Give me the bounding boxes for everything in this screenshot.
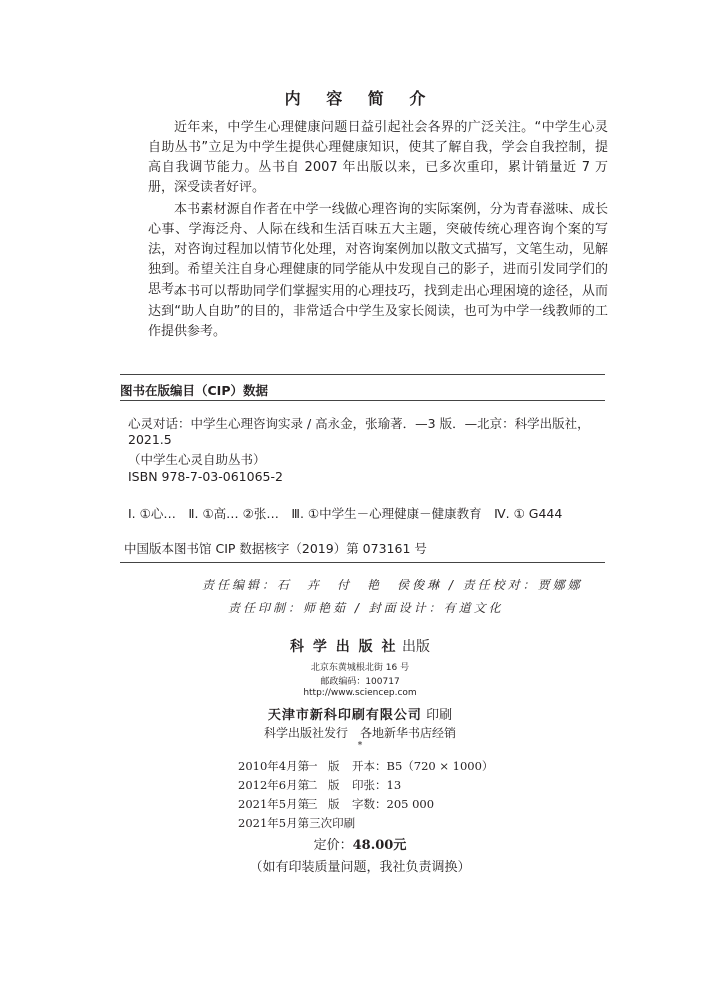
price-value: 48.00元 xyxy=(352,838,407,853)
price-line xyxy=(0,834,720,853)
price-label: 定价： xyxy=(313,838,353,853)
intro-paragraph: 近年来，中学生心理健康问题日益引起社会各界的广泛关注。“中学生心灵自助丛书”立足为中学生提供心理健康知识，使其了解自我，学会自我控制，提高自我调节能力。丛书自 2007 年出版以来，已多次重印，累计销量近 7 万册，深受读者好评。 xyxy=(148,120,608,195)
divider-rule xyxy=(120,374,605,375)
edition-kind: 版 xyxy=(328,778,340,792)
publisher-suffix: 出版 xyxy=(401,639,430,655)
divider-star: * xyxy=(357,741,363,751)
distribution-line: 科学出版社发行 各地新华书店经销 xyxy=(263,726,456,740)
edition-row xyxy=(238,796,434,812)
edition-field: 印张：13 xyxy=(352,778,402,792)
cip-series-line: （中学生心灵自助丛书） xyxy=(128,452,266,467)
credits-line-print: 责任印制：师艳茹 / 封面设计：有道文化 xyxy=(228,601,504,615)
printer-line xyxy=(0,704,720,723)
cip-record-line: 中国版本图书馆 CIP 数据核字（2019）第 073161 号 xyxy=(124,541,427,556)
edition-kind: 版 xyxy=(328,797,340,811)
cip-date-line: 2021.5 xyxy=(128,432,172,447)
edition-date: 2012年6月第 xyxy=(238,778,310,792)
edition-number: 一 xyxy=(306,759,318,773)
cip-classification-line: Ⅰ. ①心… Ⅱ. ①高… ②张… Ⅲ. ①中学生－心理健康－健康教育 Ⅳ. ① G444 xyxy=(128,506,563,521)
edition-date: 2010年4月第 xyxy=(238,759,310,773)
publisher-url: http://www.sciencep.com xyxy=(303,688,417,698)
edition-field: 字数：205 000 xyxy=(352,797,435,811)
publisher-address: 北京东黄城根北街 16 号 xyxy=(310,663,410,673)
edition-kind: 版 xyxy=(328,759,340,773)
publisher-line xyxy=(0,636,720,656)
edition-number: 三 xyxy=(306,797,318,811)
divider-rule xyxy=(120,400,605,401)
edition-number: 二 xyxy=(306,778,318,792)
divider-rule xyxy=(120,562,605,563)
edition-field: 开本：B5（720 × 1000） xyxy=(352,759,494,773)
intro-paragraph: 本书素材源自作者在中学一线做心理咨询的实际案例，分为青春滋味、成长心事、学海泛舟、人际在线和生活百味五大主题，突破传统心理咨询个案的写法，对咨询过程加以情节化处理，对咨询案例加以散文式描写，文笔生动，见解独到。希望关注自身心理健康的同学能从中发现自己的影子，进而引发同学们的思考。 xyxy=(148,202,608,297)
cip-title-line: 心灵对话：中学生心理咨询实录 / 高永金，张瑜著．—3 版．—北京：科学出版社， xyxy=(128,416,590,431)
printing-line: 2021年5月第三次印刷 xyxy=(238,816,356,830)
edition-date: 2021年5月第 xyxy=(238,797,310,811)
printer-suffix: 印刷 xyxy=(426,708,453,723)
printer-name: 天津市新科印刷有限公司 xyxy=(267,708,422,723)
publisher-name: 科 学 出 版 社 xyxy=(290,639,398,655)
publisher-postcode: 邮政编码：100717 xyxy=(320,677,400,687)
edition-row xyxy=(238,758,493,774)
edition-row xyxy=(238,777,401,793)
cip-isbn-line: ISBN 978-7-03-061065-2 xyxy=(128,469,283,484)
cip-heading: 图书在版编目（CIP）数据 xyxy=(120,383,268,398)
credits-line-editors: 责任编辑：石 卉 付 艳 侯俊琳 / 责任校对：贾娜娜 xyxy=(202,578,583,592)
intro-paragraph: 本书可以帮助同学们掌握实用的心理技巧，找到走出心理困境的途径，从而达到“助人自助”的目的，非常适合中学生及家长阅读，也可为中学一线教师的工作提供参考。 xyxy=(148,284,608,339)
intro-title: 内 容 简 介 xyxy=(284,89,436,108)
quality-note: （如有印装质量问题，我社负责调换） xyxy=(249,860,471,875)
